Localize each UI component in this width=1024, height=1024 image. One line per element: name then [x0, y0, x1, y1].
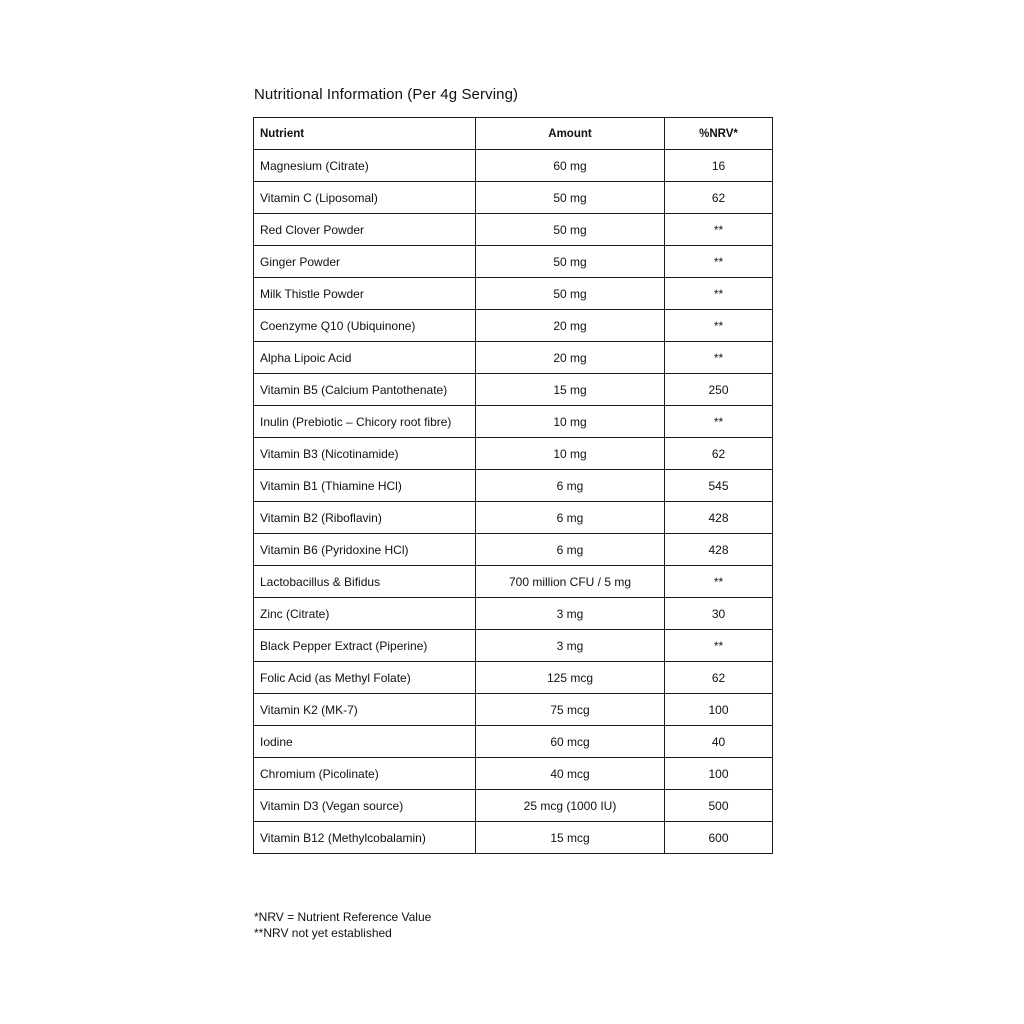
nrv-cell: 62: [665, 662, 773, 694]
nutrient-cell: Zinc (Citrate): [254, 598, 476, 630]
nrv-cell: 500: [665, 790, 773, 822]
nrv-cell: 40: [665, 726, 773, 758]
nutrient-cell: Iodine: [254, 726, 476, 758]
nrv-cell: **: [665, 246, 773, 278]
nutrient-cell: Lactobacillus & Bifidus: [254, 566, 476, 598]
table-row: [254, 214, 773, 246]
nutrient-cell: Vitamin C (Liposomal): [254, 182, 476, 214]
nrv-cell: **: [665, 630, 773, 662]
nrv-cell: 62: [665, 438, 773, 470]
nrv-cell: 16: [665, 150, 773, 182]
nrv-cell: 250: [665, 374, 773, 406]
nutrient-cell: Vitamin B6 (Pyridoxine HCl): [254, 534, 476, 566]
nutrient-cell: Vitamin K2 (MK-7): [254, 694, 476, 726]
nutrient-cell: Folic Acid (as Methyl Folate): [254, 662, 476, 694]
table-row: [254, 534, 773, 566]
amount-cell: 10 mg: [476, 406, 665, 438]
amount-cell: 60 mcg: [476, 726, 665, 758]
table-row: [254, 342, 773, 374]
page-title: Nutritional Information (Per 4g Serving): [254, 86, 519, 103]
amount-cell: 6 mg: [476, 502, 665, 534]
table-row: [254, 150, 773, 182]
amount-cell: 50 mg: [476, 246, 665, 278]
header-nrv: %NRV*: [665, 118, 773, 150]
table-row: [254, 694, 773, 726]
nutrient-cell: Vitamin B2 (Riboflavin): [254, 502, 476, 534]
amount-cell: 75 mcg: [476, 694, 665, 726]
nutrient-cell: Milk Thistle Powder: [254, 278, 476, 310]
nutrient-cell: Vitamin B1 (Thiamine HCl): [254, 470, 476, 502]
amount-cell: 50 mg: [476, 278, 665, 310]
nrv-cell: **: [665, 278, 773, 310]
table-row: [254, 598, 773, 630]
table-row: [254, 630, 773, 662]
table-body: [254, 150, 773, 854]
nrv-cell: 100: [665, 758, 773, 790]
amount-cell: 20 mg: [476, 310, 665, 342]
footnote-nrv-definition: *NRV = Nutrient Reference Value: [254, 910, 432, 924]
nutrient-cell: Vitamin B5 (Calcium Pantothenate): [254, 374, 476, 406]
table-row: [254, 790, 773, 822]
amount-cell: 50 mg: [476, 214, 665, 246]
amount-cell: 6 mg: [476, 470, 665, 502]
table-row: [254, 758, 773, 790]
nutrient-cell: Magnesium (Citrate): [254, 150, 476, 182]
amount-cell: 50 mg: [476, 182, 665, 214]
nutrition-table: [253, 117, 773, 854]
nutrient-cell: Ginger Powder: [254, 246, 476, 278]
nrv-cell: 30: [665, 598, 773, 630]
nutrient-cell: Vitamin D3 (Vegan source): [254, 790, 476, 822]
nrv-cell: **: [665, 406, 773, 438]
footnotes: [254, 910, 431, 941]
amount-cell: 15 mcg: [476, 822, 665, 854]
table-row: [254, 438, 773, 470]
nrv-cell: 545: [665, 470, 773, 502]
table-row: [254, 310, 773, 342]
nrv-cell: 600: [665, 822, 773, 854]
table-header-row: [254, 118, 773, 150]
nrv-cell: 428: [665, 502, 773, 534]
nrv-cell: 62: [665, 182, 773, 214]
amount-cell: 3 mg: [476, 598, 665, 630]
header-amount: Amount: [476, 118, 665, 150]
table-row: [254, 246, 773, 278]
amount-cell: 15 mg: [476, 374, 665, 406]
table-row: [254, 566, 773, 598]
nutrient-cell: Chromium (Picolinate): [254, 758, 476, 790]
footnote-nrv-not-established: **NRV not yet established: [254, 925, 392, 940]
nrv-cell: **: [665, 310, 773, 342]
amount-cell: 700 million CFU / 5 mg: [476, 566, 665, 598]
nrv-cell: **: [665, 214, 773, 246]
table-row: [254, 470, 773, 502]
nrv-cell: **: [665, 342, 773, 374]
table-row: [254, 406, 773, 438]
amount-cell: 25 mcg (1000 IU): [476, 790, 665, 822]
table-row: [254, 278, 773, 310]
nrv-cell: 100: [665, 694, 773, 726]
nutrient-cell: Coenzyme Q10 (Ubiquinone): [254, 310, 476, 342]
amount-cell: 20 mg: [476, 342, 665, 374]
nutrient-cell: Alpha Lipoic Acid: [254, 342, 476, 374]
amount-cell: 60 mg: [476, 150, 665, 182]
nrv-cell: **: [665, 566, 773, 598]
nutrient-cell: Red Clover Powder: [254, 214, 476, 246]
nrv-cell: 428: [665, 534, 773, 566]
nutrient-cell: Vitamin B12 (Methylcobalamin): [254, 822, 476, 854]
table-row: [254, 182, 773, 214]
table-row: [254, 502, 773, 534]
header-nutrient: Nutrient: [254, 118, 476, 150]
amount-cell: 125 mcg: [476, 662, 665, 694]
table-row: [254, 822, 773, 854]
nutrient-cell: Vitamin B3 (Nicotinamide): [254, 438, 476, 470]
nutrient-cell: Inulin (Prebiotic – Chicory root fibre): [254, 406, 476, 438]
amount-cell: 6 mg: [476, 534, 665, 566]
nutrient-cell: Black Pepper Extract (Piperine): [254, 630, 476, 662]
amount-cell: 40 mcg: [476, 758, 665, 790]
table-row: [254, 726, 773, 758]
amount-cell: 3 mg: [476, 630, 665, 662]
amount-cell: 10 mg: [476, 438, 665, 470]
table-row: [254, 662, 773, 694]
table-row: [254, 374, 773, 406]
